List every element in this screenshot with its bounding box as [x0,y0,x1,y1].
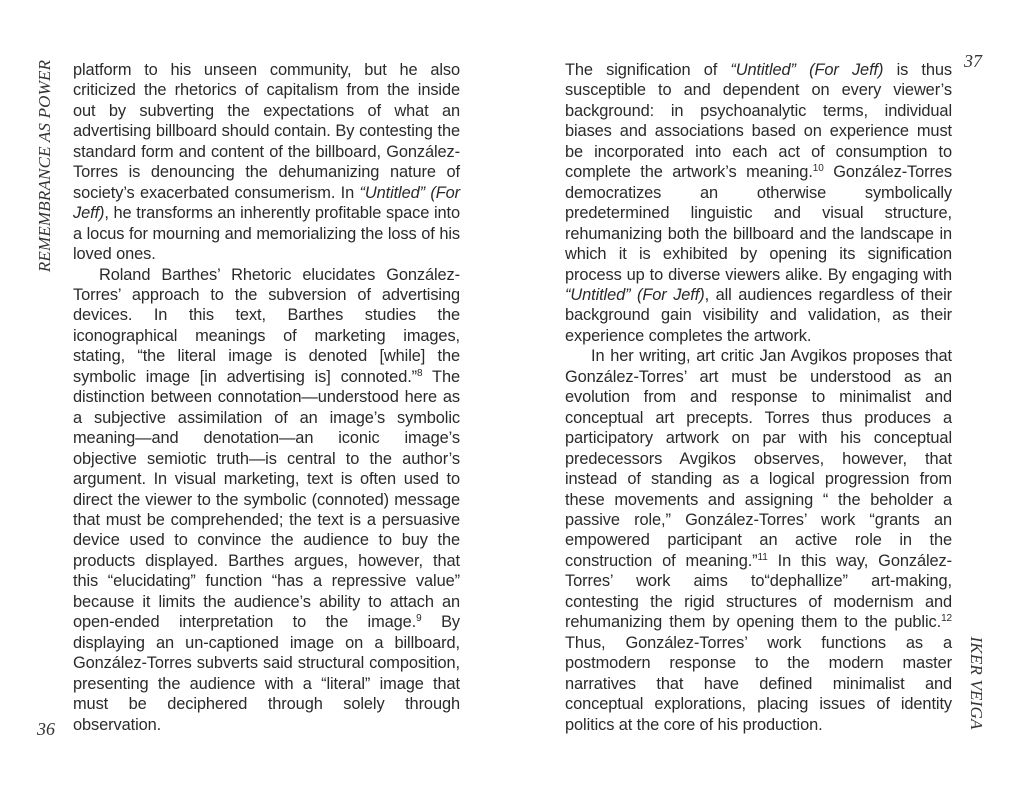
paragraph [73,60,460,265]
text-run: In her writing, art critic Jan Avgikos proposes that González-Torres’ art must be understood as an evolution from and response to minimalist and conceptual art precepts. Torres thus produces a participatory artwork on par with his conceptual predecessors Avgikos observes, however, that instead of standing as a logical progression from these movements and assigning “ the beholder a passive role,” González-Torres’ work “grants an empowered participant an active role in the construction of meaning.” [565,347,952,570]
footnote-ref[interactable]: 10 [812,163,824,175]
footnote-ref[interactable]: 11 [757,551,768,563]
running-head-right: IKER VEIGA [967,636,986,730]
artwork-title: “Untitled” (For Jeff) [565,285,705,304]
running-head-left: REMEMBRANCE AS POWER [35,59,54,273]
text-run: , all audiences regardless of their background gain visibility and validation, as their experience completes the artwork. [565,285,952,345]
footnote-ref[interactable]: 9 [416,613,422,625]
text-run: In this way, González-Torres’ work aims to“dephallize” art-making, contesting the rigid structures of modernism and rehumanizing them by opening them to the public. [565,551,952,632]
text-run: Roland Barthes’ Rhetoric elucidates González-Torres’ approach to the subversion of advertising devices. In this text, Barthes studies the iconographical meanings of marketing images, stating, “the literal image is denoted [while] the symbolic image [in advertising is] connoted.” [73,265,460,386]
text-run: Thus, González-Torres’ work functions as a postmodern response to the modern master narratives that have defined minimalist and conceptual explorations, placing issues of identity politics at the core of his production. [565,633,952,734]
right-page [512,0,1024,791]
text-run: González-Torres democratizes an otherwise symbolically predetermined linguistic and visual structure, rehumanizing both the billboard and the landscape in which it is exhibited by opening its signification process up to diverse viewers alike. By engaging with [565,163,952,284]
footnote-ref[interactable]: 8 [417,367,423,379]
text-run: platform to his unseen community, but he also criticized the rhetorics of capitalism from the inside out by subverting the expectations of what an advertising billboard should contain. By contesting the standard form and content of the billboard, González-Torres is denouncing the dehumanizing nature of society’s exacerbated consumerism. In [73,61,460,202]
footnote-ref[interactable]: 12 [941,613,952,625]
left-text-column [73,60,460,735]
text-run: The distinction between connotation—understood here as a subjective assimilation of an image’s symbolic meaning—and denotation—an iconic image’s objective semiotic truth—is central to the author’s argument. In visual marketing, text is often used to direct the viewer to the symbolic (connoted) message that must be comprehended; the text is a persuasive device used to convince the audience to buy the products displayed. Barthes argues, however, that this “elucidating” function “has a repressive value” because it limits the audience’s ability to attach an open-ended interpretation to the image. [73,367,460,632]
paragraph [565,346,952,735]
artwork-title: “Untitled” (For Jeff) [730,61,884,79]
page-number-right: 37 [964,51,982,71]
text-run: The signification of [565,61,731,79]
artwork-title: “Untitled” (For Jeff) [73,183,460,223]
right-text-column [565,60,952,735]
paragraph [565,60,952,346]
page-number-left: 36 [37,719,55,739]
text-run: is thus susceptible to and dependent on every viewer’s background: in psychoanalytic terms, individual biases and associations based on experience must be incorporated into each act of consumption to complete the artwork’s meaning. [565,61,953,182]
text-run: By displaying an un-captioned image on a billboard, González-Torres subverts said structural composition, presenting the audience with a “literal” image that must be deciphered through solely through observation. [73,613,460,734]
text-run: , he transforms an inherently profitable space into a locus for mourning and memorializing the loss of his loved ones. [73,204,460,264]
paragraph [73,265,460,735]
